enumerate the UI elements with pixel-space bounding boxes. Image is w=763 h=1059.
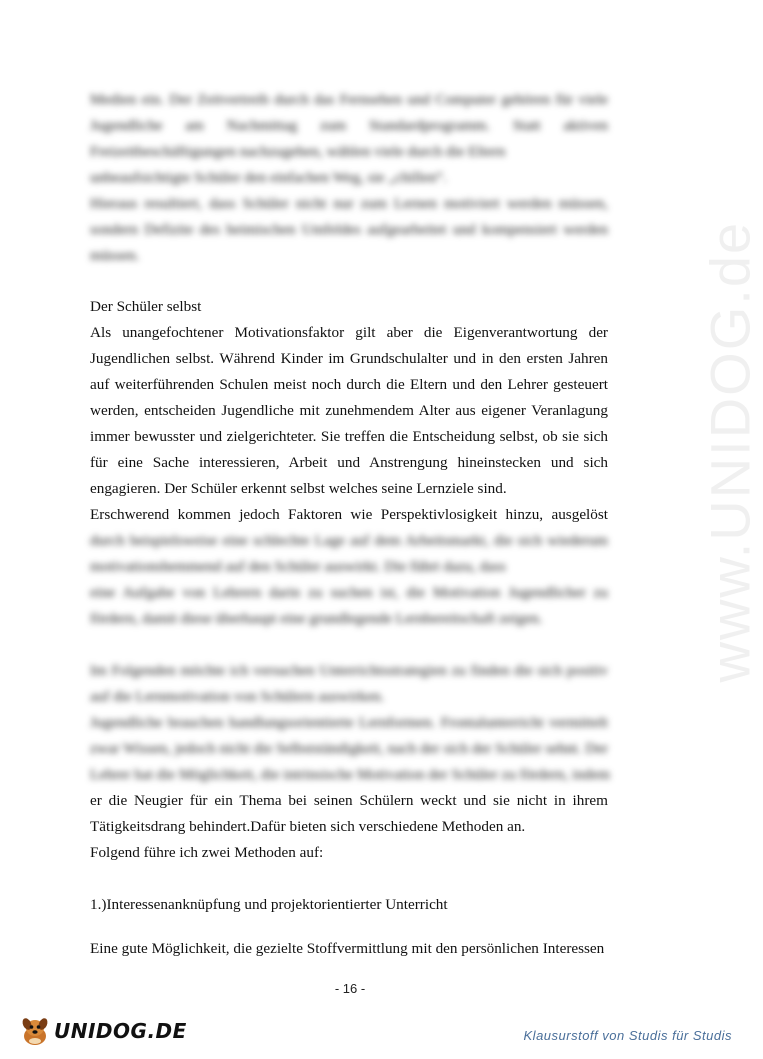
blurred-paragraph-intro [90,87,608,269]
text-line: engagieren. Der Schüler erkennt selbst welches seine Lernziele sind. [90,480,507,497]
text-line: Erschwerend kommen jedoch Faktoren wie Perspektivlosigkeit hinzu, ausgelöst [90,506,608,523]
paragraph-student-self [90,320,608,528]
text-line: Im Folgenden möchte ich versuchen Unterrichtsstrategien zu finden die sich positiv [90,662,608,679]
unidog-logo[interactable] [18,1013,187,1049]
blurred-paragraph-2 [90,528,608,632]
footer-tagline: Klausurstoff von Studis für Studis [523,1028,732,1043]
text-line: Tätigkeitsdrang behindert.Dafür bieten sich verschiedene Methoden an. [90,818,526,835]
page-number: - 16 - [334,981,366,996]
text-line: Jugendliche brauchen handlungsorientierte Lernformen. Frontalunterricht vermittelt [90,714,608,731]
text-line: unbeaufsichtigte Schüler den einfachen Weg, sie „chillen“. [90,169,447,186]
text-line: Folgend führe ich zwei Methoden auf: [90,844,324,861]
text-line: werden, entscheiden Jugendliche mit zunehmendem Alter aus eigener Veranlagung [90,402,608,419]
text-line: eine Aufgabe von Lehrern darin zu suchen ist, die Motivation Jugendlicher zu [90,584,608,601]
text-line: Freizeitbeschäftigungen nachzugehen, wählen viele durch die Eltern [90,143,506,160]
text-line: Lehrer hat die Möglichkeit, die intrinsische Motivation der Schüler zu fördern, indem [90,766,611,783]
text-line: Als unangefochtener Motivationsfaktor gilt aber die Eigenverantwortung der [90,324,608,341]
text-line: Hieraus resultiert, dass Schüler nicht nur zum Lernen motiviert werden müssen, [90,195,608,212]
dog-mascot-icon [18,1014,52,1048]
text-line: auf weiterführenden Schulen meist noch durch die Eltern und den Lehrer gesteuert [90,376,608,393]
text-line: durch beispielsweise eine schlechte Lage auf dem Arbeitsmarkt, die sich wiederum [90,532,608,549]
text-line: müssen. [90,247,140,264]
text-line: Jugendliche am Nachmittag zum Standardprogramm. Statt aktiven [90,117,608,134]
text-line: auf die Lernmotivation von Schülern auswirken. [90,688,385,705]
text-line: immer bewusster und zielgerichteter. Sie treffen die Entscheidung selbst, ob sie sich [90,428,608,445]
paragraph-methods [90,788,608,866]
text-line: Medien ein. Der Zeitvertreib durch das Fernsehen und Computer gehören für viele [90,91,608,108]
text-line: zwar Wissen, jedoch nicht die Selbstständigkeit, nach der sich der Schüler sehnt. Der [90,740,608,757]
paragraph-start-line: Eine gute Möglichkeit, die gezielte Stoffvermittlung mit den persönlichen Interessen [90,940,605,957]
text-line: motivationshemmend auf den Schüler auswirkt. Die führt dazu, dass [90,558,506,575]
text-line: er die Neugier für ein Thema bei seinen Schülern weckt und sie nicht in ihrem [90,792,608,809]
text-line: sondern Defizite des heimischen Umfeldes aufgearbeitet und kompensiert werden [90,221,608,238]
subheading: 1.)Interessenanknüpfung und projektorientierter Unterricht [90,896,448,913]
text-line: Jugendlichen selbst. Während Kinder im Grundschulalter und in den ersten Jahren [90,350,608,367]
watermark: www.UNIDOG.de [698,220,762,683]
text-line: fördern, damit diese überhaupt eine grundlegende Lernbereitschaft zeigen. [90,610,543,627]
blurred-paragraph-3 [90,658,611,788]
section-heading: Der Schüler selbst [90,298,202,315]
logo-text: UNIDOG.DE [54,1019,187,1043]
text-line: für eine Sache interessieren, Arbeit und Anstrengung hineinstecken und sich [90,454,608,471]
